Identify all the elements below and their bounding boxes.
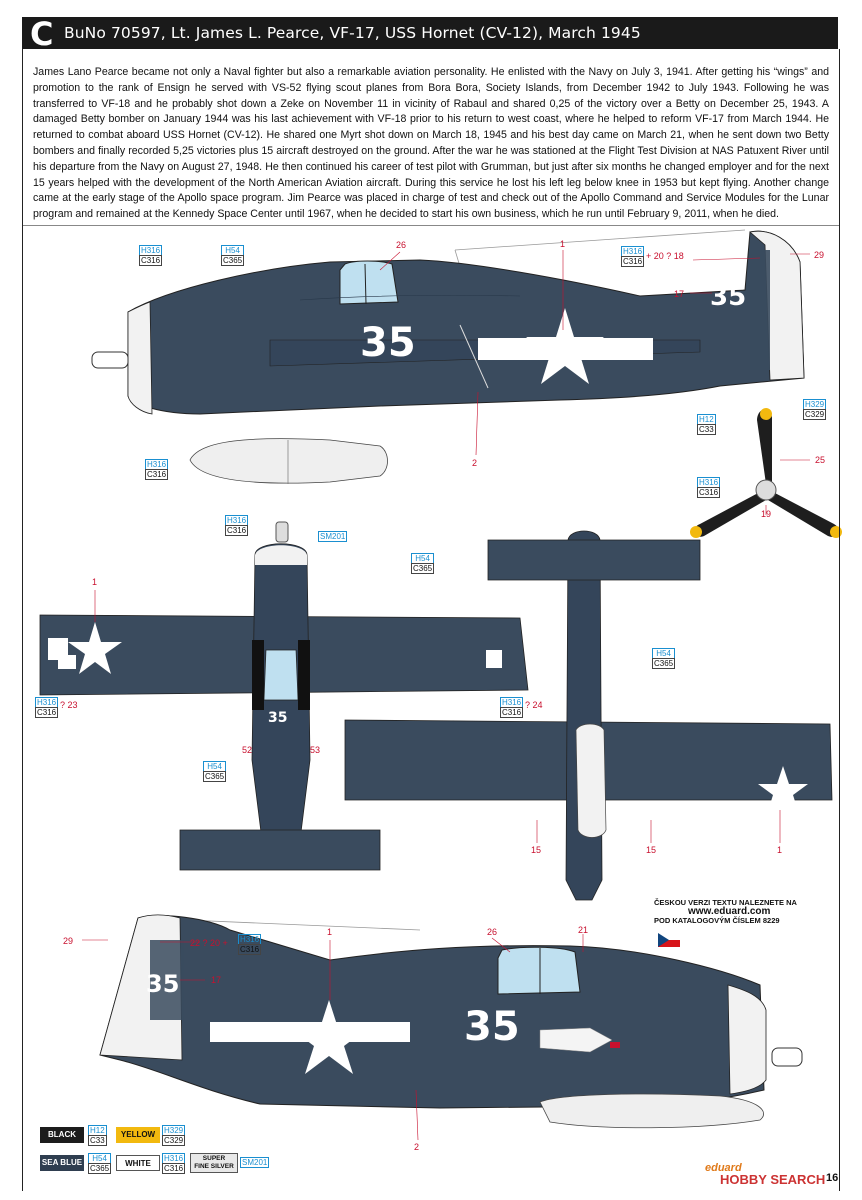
code-tag: H316 C316 — [240, 935, 260, 954]
callout-17: 17 — [674, 289, 685, 299]
tail-code-number: 35 — [710, 282, 747, 312]
callout-53: 53 — [310, 745, 321, 755]
hobby-search-watermark: HOBBY SEARCH — [720, 1172, 826, 1187]
page-number: 16 — [826, 1172, 839, 1184]
callout-1: 1 — [777, 845, 783, 855]
code-tag: H316 C316 — [623, 247, 643, 266]
callout-1: 1 — [92, 577, 98, 587]
code-tag: H54 C365 — [654, 649, 674, 668]
callout-25: 25 — [815, 455, 826, 465]
callout-26: 26 — [487, 927, 498, 937]
bottom-view — [345, 531, 832, 900]
legend-black-codes: H12 C33 — [90, 1126, 105, 1145]
czech-url[interactable]: www.eduard.com — [688, 906, 771, 917]
czech-line-3: POD KATALOGOVÝM ČÍSLEM 8229 — [654, 916, 780, 925]
callout-2: 2 — [472, 458, 478, 468]
code-tag: H12 C33 — [699, 415, 714, 434]
legend-sea-blue-codes: H54 C365 — [90, 1154, 110, 1173]
eduard-logo: eduard — [705, 1162, 742, 1174]
side-code-number: 35 — [360, 320, 416, 366]
code-tag: H54 C365 — [223, 246, 243, 265]
legend-silver: SUPER FINE SILVER — [190, 1153, 238, 1173]
profile-title: BuNo 70597, Lt. James L. Pearce, VF-17, USS Hornet (CV-12), March 1945 — [64, 24, 641, 42]
svg-text:35: 35 — [522, 799, 539, 813]
legend-silver-code: SM201 — [242, 1158, 268, 1167]
callout-29: 29 — [814, 250, 825, 260]
callout-26: 26 — [396, 240, 407, 250]
legend-white-codes: H316 C316 — [164, 1154, 184, 1173]
code-tag: H316 C316 — [502, 698, 522, 717]
code-tag: H54 C365 — [413, 554, 433, 573]
callout-23: ? 23 — [60, 700, 78, 710]
callout-52: 52 — [242, 745, 253, 755]
legend-sea-blue: SEA BLUE — [40, 1155, 84, 1171]
code-tag: H329 C329 — [805, 400, 825, 419]
callout-21: 21 — [578, 925, 589, 935]
legend-yellow-codes: H329 C329 — [164, 1126, 184, 1145]
code-tag: H316 C316 — [699, 478, 719, 497]
czech-note — [654, 898, 854, 925]
callout-19: 19 — [761, 509, 772, 519]
czech-flag-icon — [658, 933, 680, 947]
callout-24: ? 24 — [525, 700, 543, 710]
code-tag: H316 C316 — [37, 698, 57, 717]
code-tag-silver: SM201 — [320, 532, 346, 541]
callout-15: 15 — [646, 845, 657, 855]
profile-letter: C — [30, 15, 54, 53]
code-tag: H316 C316 — [141, 246, 161, 265]
callout-29: 29 — [63, 936, 74, 946]
callout-tail-bottom: 22 ? 20 + — [190, 938, 228, 948]
side-code-number-right: 35 — [464, 1004, 520, 1050]
biography-text: James Lano Pearce became not only a Naval fighter but also a remarkable aviation personality. He enlisted with the Navy on July 3, 1941. After getting his “wings” and promotion to the rank of Ensign he served with VS-52 flying scout planes from Bora Bora, Society Islands, from December 1942 to July 1943. Following he was transferred to VF-18 and he probably shot down a Zeke on November 11 in vicinity of Rabaul and shared 0,25 of the victory over a Betty on December 25, 1943. A damaged Betty bomber on January 1944 was his last achievement with VF-18 prior to his return to west coast, where he helped to reform VF-17 from March 1944. He returned to combat aboard USS Hornet (CV-12). He shared one Myrt shot down on March 18, 1945 and his best day came on March 21, when he sent down two Betty bombers and finally recorded 5,25 victories plus 15 aircraft destroyed on the ground. After the war he was stationed at the Flight Test Division at NAS Patuxent River until his departure from the Navy on August 27, 1948. He then continued his career of test pilot with Grumman, but just after six months he changed employer and for the next 15 years helped with the development of the North American Aviation aircraft. During this service he lost his left leg below knee in 1953 but kept flying. Another change came at the early stage of the Apollo space program. Jim Pearce was placed in charge of test and check out of the Apollo Command and Service Modules for the Lunar program and remained at the Kennedy Space Center until 1967, when he decided to start his own business, which he run until February 9, 2011, when he died. — [33, 66, 829, 221]
code-tag: H316 C316 — [227, 516, 247, 535]
tail-code-number-right: 35 — [146, 970, 180, 998]
legend-yellow: YELLOW — [116, 1127, 160, 1143]
code-tag: H316 C316 — [147, 460, 167, 479]
top-view — [40, 522, 528, 870]
legend-white: WHITE — [116, 1155, 160, 1171]
czech-line-1: ČESKOU VERZI TEXTU NALEZNETE NA — [654, 898, 797, 907]
callout-15: 15 — [531, 845, 542, 855]
side-view-left — [92, 230, 810, 484]
callout-1: 1 — [327, 927, 333, 937]
side-view-right — [82, 915, 802, 1140]
code-tag: H54 C365 — [205, 762, 225, 781]
callout-tail-top: + 20 ? 18 — [646, 251, 684, 261]
callout-2: 2 — [414, 1142, 420, 1152]
callout-17: 17 — [211, 975, 222, 985]
svg-text:35: 35 — [640, 799, 657, 813]
callout-1: 1 — [560, 239, 566, 249]
svg-text:35: 35 — [268, 710, 288, 726]
legend-black: BLACK — [40, 1127, 84, 1143]
